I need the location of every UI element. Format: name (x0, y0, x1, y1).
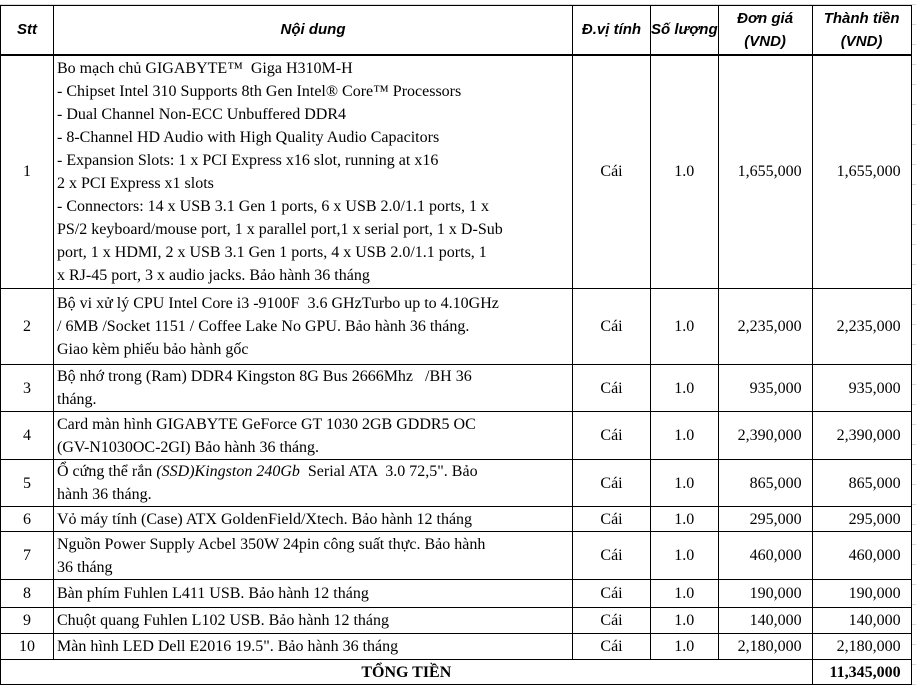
row-stt: 9 (1, 608, 54, 634)
total-label: TỔNG TIỀN (1, 660, 813, 685)
description-line (57, 436, 572, 459)
row-unit: Cái (573, 412, 651, 460)
row-qty: 1.0 (651, 460, 719, 507)
text-segment: - Dual Channel Non-ECC Unbuffered DDR4 (57, 105, 346, 123)
text-segment: port, 1 x HDMI, 2 x USB 3.1 Gen 1 ports, 4 x USB 2.0/1.1 ports, 1 (57, 243, 487, 261)
row-unit: Cái (573, 507, 651, 532)
row-unit: Cái (573, 634, 651, 660)
description-line (57, 241, 572, 264)
description-line (57, 460, 572, 483)
row-description (54, 55, 573, 289)
row-unit: Cái (573, 608, 651, 634)
row-unit: Cái (573, 365, 651, 412)
text-segment: Nguồn Power Supply Acbel 350W 24pin công suất thực. Bảo hành (57, 535, 486, 553)
table-row (1, 55, 912, 289)
table-row (1, 608, 912, 634)
description-line (57, 103, 572, 126)
total-amount: 11,345,000 (812, 660, 911, 685)
text-segment: - Connectors: 14 x USB 3.1 Gen 1 ports, 6 x USB 2.0/1.1 ports, 1 x (57, 197, 489, 215)
description-line (57, 264, 572, 287)
row-qty: 1.0 (651, 289, 719, 365)
row-qty: 1.0 (651, 634, 719, 660)
table-row (1, 460, 912, 507)
text-segment: - Expansion Slots: 1 x PCI Express x16 slot, running at x16 (57, 151, 439, 169)
text-segment: / 6MB /Socket 1151 / Coffee Lake No GPU. Bảo hành 36 tháng. (57, 318, 470, 335)
description-line (57, 149, 572, 172)
row-price: 1,655,000 (718, 55, 812, 289)
description-line (57, 126, 572, 149)
row-price: 2,235,000 (718, 289, 812, 365)
row-amount: 460,000 (812, 532, 911, 580)
text-segment: Giao kèm phiếu bảo hành gốc (57, 341, 249, 358)
description-line (57, 218, 572, 241)
description-line (57, 57, 572, 80)
row-price: 460,000 (718, 532, 812, 580)
header-content: Nội dung (54, 6, 573, 55)
description-line (57, 533, 572, 556)
text-segment: Bàn phím Fuhlen L411 USB. Bảo hành 12 tháng (57, 585, 369, 602)
row-description (54, 580, 573, 608)
row-price: 190,000 (718, 580, 812, 608)
row-qty: 1.0 (651, 507, 719, 532)
row-stt: 3 (1, 365, 54, 412)
row-unit: Cái (573, 580, 651, 608)
description-line (57, 338, 572, 361)
row-description (54, 460, 573, 507)
row-stt: 6 (1, 507, 54, 532)
row-amount: 935,000 (812, 365, 911, 412)
row-stt: 4 (1, 412, 54, 460)
row-price: 140,000 (718, 608, 812, 634)
row-price: 2,390,000 (718, 412, 812, 460)
header-amount: Thành tiền (VND) (812, 6, 911, 55)
text-segment: tháng. (57, 391, 97, 408)
text-segment: - Chipset Intel 310 Supports 8th Gen Intel® Core™ Processors (57, 82, 462, 100)
row-stt: 5 (1, 460, 54, 507)
description-line (57, 582, 572, 605)
description-line (57, 195, 572, 218)
row-amount: 2,180,000 (812, 634, 911, 660)
text-segment: Bo mạch chủ GIGABYTE™ Giga H310M-H (57, 59, 353, 77)
description-line (57, 413, 572, 436)
row-price: 295,000 (718, 507, 812, 532)
description-line (57, 292, 572, 315)
table-row (1, 365, 912, 412)
description-line (57, 365, 572, 388)
row-qty: 1.0 (651, 580, 719, 608)
row-price: 865,000 (718, 460, 812, 507)
row-description (54, 507, 573, 532)
quote-table (0, 5, 912, 685)
text-segment: Màn hình LED Dell E2016 19.5". Bảo hành 36 tháng (57, 638, 399, 655)
description-line (57, 609, 572, 632)
row-stt: 1 (1, 55, 54, 289)
table-row (1, 532, 912, 580)
description-line (57, 635, 572, 658)
description-line (57, 80, 572, 103)
text-segment: 2 x PCI Express x1 slots (57, 174, 214, 192)
row-price: 2,180,000 (718, 634, 812, 660)
row-amount: 1,655,000 (812, 55, 911, 289)
header-stt: Stt (1, 6, 54, 55)
total-row (1, 660, 912, 685)
row-stt: 8 (1, 580, 54, 608)
row-stt: 10 (1, 634, 54, 660)
text-segment: (SSD)Kingston 240Gb (156, 463, 300, 480)
text-segment: Bộ vi xử lý CPU Intel Core i3 -9100F 3.6 GHzTurbo up to 4.10GHz (57, 295, 499, 312)
text-segment: Serial ATA 3.0 72,5". Bảo (299, 463, 478, 480)
table-row (1, 289, 912, 365)
text-segment: Card màn hình GIGABYTE GeForce GT 1030 2GB GDDR5 OC (57, 415, 476, 433)
text-segment: 36 tháng (57, 558, 113, 576)
text-segment: Vỏ máy tính (Case) ATX GoldenField/Xtech. Bảo hành 12 tháng (57, 510, 473, 528)
row-stt: 7 (1, 532, 54, 580)
row-description (54, 532, 573, 580)
table-row (1, 580, 912, 608)
row-unit: Cái (573, 460, 651, 507)
row-amount: 190,000 (812, 580, 911, 608)
row-unit: Cái (573, 55, 651, 289)
row-amount: 2,390,000 (812, 412, 911, 460)
text-segment: Chuột quang Fuhlen L102 USB. Bảo hành 12 tháng (57, 612, 389, 629)
description-line (57, 508, 572, 531)
row-description (54, 608, 573, 634)
description-line (57, 172, 572, 195)
header-price: Đơn giá (VND) (718, 6, 812, 55)
text-segment: Bộ nhớ trong (Ram) DDR4 Kingston 8G Bus 2666Mhz /BH 36 (57, 368, 472, 385)
row-qty: 1.0 (651, 55, 719, 289)
text-segment: Ổ cứng thể rắn (57, 463, 157, 480)
row-qty: 1.0 (651, 608, 719, 634)
description-line (57, 388, 572, 411)
header-unit: Đ.vị tính (573, 6, 651, 55)
row-qty: 1.0 (651, 532, 719, 580)
row-description (54, 634, 573, 660)
row-stt: 2 (1, 289, 54, 365)
header-row (1, 6, 912, 55)
row-qty: 1.0 (651, 365, 719, 412)
row-amount: 295,000 (812, 507, 911, 532)
row-amount: 865,000 (812, 460, 911, 507)
text-segment: PS/2 keyboard/mouse port, 1 x parallel port,1 x serial port, 1 x D-Sub (57, 220, 503, 238)
row-amount: 140,000 (812, 608, 911, 634)
header-qty: Số lượng (651, 6, 719, 55)
text-segment: hành 36 tháng. (57, 486, 152, 503)
row-description (54, 289, 573, 365)
row-amount: 2,235,000 (812, 289, 911, 365)
text-segment: - 8-Channel HD Audio with High Quality Audio Capacitors (57, 128, 440, 146)
description-line (57, 483, 572, 506)
row-qty: 1.0 (651, 412, 719, 460)
text-segment: x RJ-45 port, 3 x audio jacks. Bảo hành 36 tháng (57, 266, 370, 284)
row-description (54, 365, 573, 412)
table-row (1, 412, 912, 460)
table-row (1, 507, 912, 532)
text-segment: (GV-N1030OC-2GI) Bảo hành 36 tháng. (57, 438, 320, 456)
row-unit: Cái (573, 532, 651, 580)
description-line (57, 315, 572, 338)
row-price: 935,000 (718, 365, 812, 412)
row-unit: Cái (573, 289, 651, 365)
table-row (1, 634, 912, 660)
row-description (54, 412, 573, 460)
description-line (57, 556, 572, 579)
